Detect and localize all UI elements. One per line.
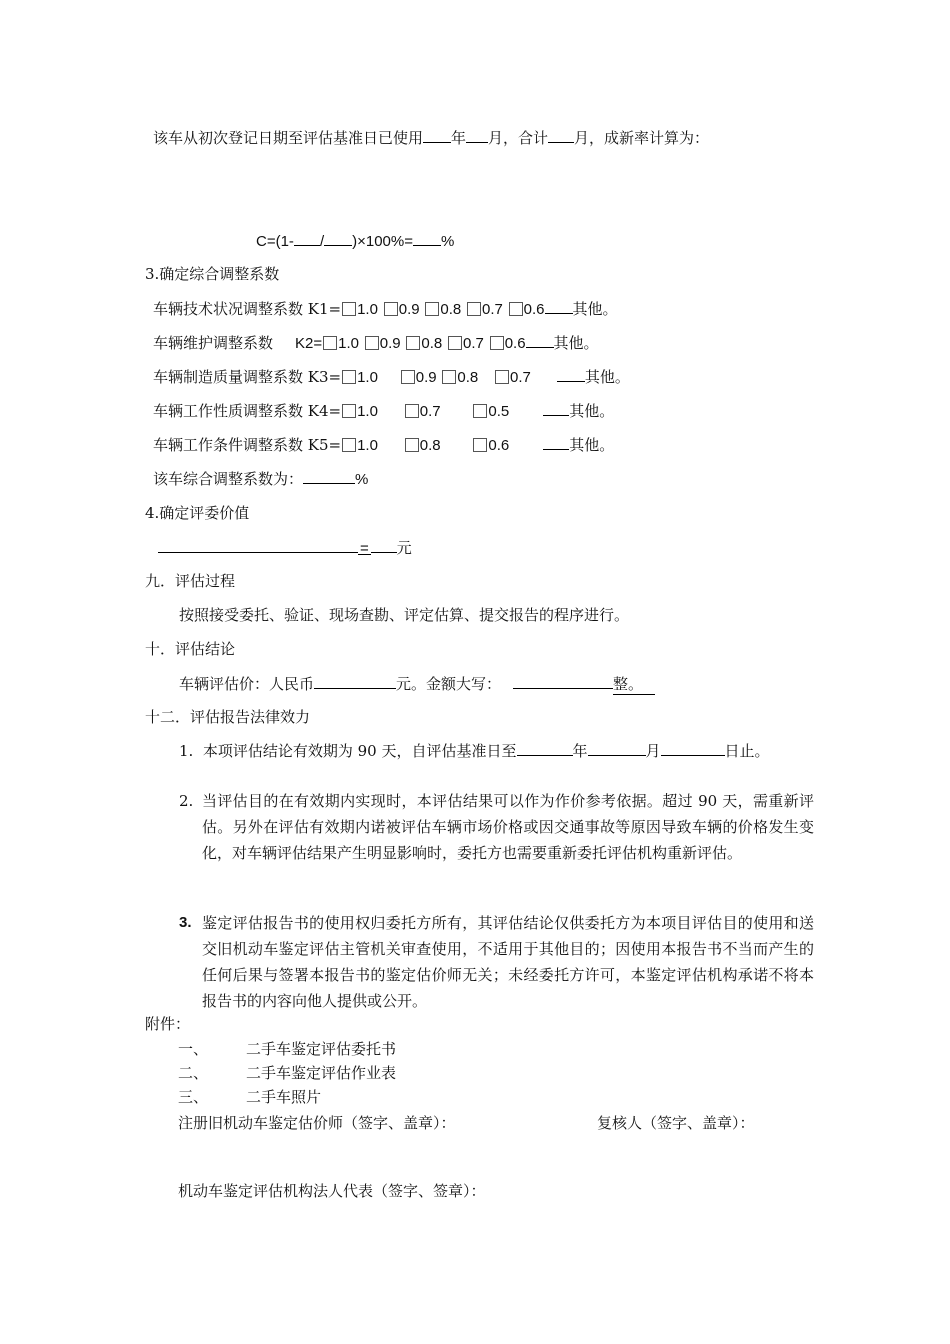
attachment-2-number: 二、 [178, 1064, 209, 1082]
section3-title: 3.确定综合调整系数 [145, 265, 280, 283]
formula-part-d: % [441, 233, 455, 250]
depreciation-formula [256, 230, 454, 252]
k3-label: 车辆制造质量调整系数 K3= [153, 368, 342, 386]
k2-checkbox-2[interactable] [365, 336, 379, 350]
valuation-expression-blank[interactable] [158, 537, 358, 553]
k5-checkbox-2[interactable] [405, 438, 419, 452]
formula-part-b: / [319, 233, 325, 250]
item3-text: 鉴定评估报告书的使用权归委托方所有，其评估结论仅供委托方为本项目评估目的使用和送交旧机动车鉴定评估主管机关审查使用，不适用于其他目的；因使用本报告书不当而产生的任何后果与签署本报告书的鉴定估价师无关；未经委托方许可，本鉴定评估机构承诺不将本报告书的内容向他人提供或公开。 [202, 914, 814, 1010]
k5-row [153, 434, 614, 456]
k3-option-4: 0.7 [510, 369, 531, 386]
attachment-2-text: 二手车鉴定评估作业表 [246, 1064, 397, 1082]
attachment-1-number: 一、 [178, 1040, 209, 1058]
k1-option-5: 0.6 [523, 301, 545, 318]
attachment-item-2 [178, 1063, 396, 1083]
valuation-row [158, 537, 412, 558]
item2-text: 当评估目的在有效期内实现时，本评估结果可以作为作价参考依据。超过 90 天，需重新评估。另外在评估有效期内诺被评估车辆市场价格或因交通事故等原因导致车辆的价格发生变化，对车辆评估结果产生明显影响时，委托方也需要重新委托评估机构重新评估。 [202, 792, 814, 862]
valuation-equals: = [360, 540, 369, 557]
k2-label: 车辆维护调整系数 [153, 334, 274, 352]
k3-checkbox-1[interactable] [342, 370, 356, 384]
item1-row [179, 740, 770, 761]
k2-option-3: 0.8 [421, 335, 443, 352]
attachment-item-3 [178, 1087, 321, 1107]
k1-checkbox-4[interactable] [467, 302, 481, 316]
k2-checkbox-1[interactable] [323, 336, 337, 350]
k5-checkbox-3[interactable] [473, 438, 487, 452]
k1-option-2: 0.9 [398, 301, 420, 318]
total-adjustment-row [153, 468, 368, 490]
k1-other-blank[interactable] [545, 298, 573, 314]
item3-number: 3. [179, 914, 192, 931]
formula-blank-3[interactable] [413, 230, 441, 246]
k4-label: 车辆工作性质调整系数 K4= [153, 402, 342, 420]
k3-checkbox-4[interactable] [495, 370, 509, 384]
validity-month-label: 月 [645, 742, 661, 760]
k4-option-2: 0.7 [419, 403, 441, 420]
attachment-1-text: 二手车鉴定评估委托书 [246, 1040, 397, 1058]
price-words-blank[interactable] [513, 673, 613, 689]
k4-checkbox-2[interactable] [405, 404, 419, 418]
k5-option-1: 1.0 [357, 437, 378, 454]
k2-checkbox-3[interactable] [406, 336, 420, 350]
usage-line [153, 127, 709, 148]
k3-checkbox-3[interactable] [442, 370, 456, 384]
k2-option-2: 0.9 [379, 335, 401, 352]
k4-row [153, 400, 614, 422]
k1-option-4: 0.7 [482, 301, 503, 318]
valuation-result-blank[interactable] [371, 537, 397, 553]
total-months-blank[interactable] [548, 127, 574, 143]
calc-label: 月，成新率计算为： [574, 129, 710, 147]
k5-label: 车辆工作条件调整系数 K5= [153, 436, 342, 454]
section10-title: 十．评估结论 [145, 640, 236, 658]
k3-option-1: 1.0 [357, 369, 378, 386]
k2-option-1: 1.0 [338, 335, 359, 352]
formula-part-c: )×100%= [352, 233, 413, 250]
price-label: 车辆评估价：人民币 [179, 675, 315, 693]
k2-checkbox-4[interactable] [448, 336, 462, 350]
k4-option-3: 0.5 [488, 403, 510, 420]
k5-checkbox-1[interactable] [342, 438, 356, 452]
validity-year-blank[interactable] [517, 740, 573, 756]
total-adjustment-blank[interactable] [303, 468, 355, 484]
k3-option-2: 0.9 [415, 369, 437, 386]
attachment-item-1 [178, 1039, 396, 1059]
legal-rep-signature-label: 机动车鉴定评估机构法人代表（签字、签章）： [178, 1182, 486, 1200]
k4-other-blank[interactable] [543, 400, 569, 416]
item2-number: 2. [179, 792, 194, 810]
price-words-label: 元。金额大写： [396, 675, 502, 693]
valuation-unit: 元 [396, 539, 412, 557]
item1-number: 1. [179, 742, 194, 760]
attachment-3-text: 二手车照片 [246, 1088, 322, 1106]
year-label: 年 [451, 129, 467, 147]
k4-other: 其他。 [569, 402, 615, 420]
price-amount-blank[interactable] [314, 673, 396, 689]
attachments-title: 附件： [145, 1015, 191, 1033]
validity-day-blank[interactable] [661, 740, 725, 756]
k1-other: 其他。 [572, 300, 618, 318]
k1-label: 车辆技术状况调整系数 K1= [153, 300, 342, 318]
k2-option-4: 0.7 [463, 335, 484, 352]
section12-title: 十二．评估报告法律效力 [145, 708, 311, 726]
k2-code: K2= [295, 335, 323, 352]
k2-option-5: 0.6 [504, 335, 526, 352]
validity-month-blank[interactable] [588, 740, 646, 756]
k4-checkbox-1[interactable] [342, 404, 356, 418]
k2-row [153, 332, 599, 354]
k5-option-2: 0.8 [419, 437, 441, 454]
k1-option-1: 1.0 [357, 301, 378, 318]
k3-other-blank[interactable] [557, 366, 585, 382]
k1-checkbox-5[interactable] [509, 302, 523, 316]
formula-blank-2[interactable] [324, 230, 352, 246]
section4-title: 4.确定评委价值 [145, 504, 250, 522]
attachment-3-number: 三、 [178, 1088, 209, 1106]
item1-text: 本项评估结论有效期为 90 天，自评估基准日至 [202, 742, 517, 760]
total-adjustment-unit: % [355, 471, 369, 488]
formula-part-a: C=(1- [256, 233, 294, 250]
k5-option-3: 0.6 [488, 437, 510, 454]
appraiser-signature-label: 注册旧机动车鉴定估价师（签字、盖章）： [178, 1114, 456, 1132]
k3-option-3: 0.8 [457, 369, 479, 386]
years-blank[interactable] [423, 127, 451, 143]
section9-title: 九．评估过程 [145, 572, 236, 590]
k2-checkbox-5[interactable] [490, 336, 504, 350]
k2-other: 其他。 [553, 334, 599, 352]
k5-other-blank[interactable] [543, 434, 569, 450]
k3-row [153, 366, 630, 388]
k1-option-3: 0.8 [440, 301, 462, 318]
k4-checkbox-3[interactable] [473, 404, 487, 418]
section9-body: 按照接受委托、验证、现场查勘、评定估算、提交报告的程序进行。 [179, 606, 630, 624]
total-adjustment-label: 该车综合调整系数为： [153, 470, 304, 488]
k5-other: 其他。 [569, 436, 615, 454]
validity-year-label: 年 [572, 742, 588, 760]
reviewer-signature-label: 复核人（签字、盖章）： [597, 1114, 755, 1132]
price-suffix: 整。 [613, 674, 655, 695]
k1-checkbox-2[interactable] [384, 302, 398, 316]
formula-blank-1[interactable] [294, 230, 320, 246]
section10-body [179, 673, 655, 695]
k3-checkbox-2[interactable] [401, 370, 415, 384]
k1-checkbox-3[interactable] [425, 302, 439, 316]
k1-checkbox-1[interactable] [342, 302, 356, 316]
usage-prefix: 该车从初次登记日期至评估基准日已使用 [153, 129, 424, 147]
k2-other-blank[interactable] [526, 332, 554, 348]
months-blank[interactable] [466, 127, 488, 143]
validity-day-label: 日止。 [724, 742, 770, 760]
k3-other: 其他。 [584, 368, 630, 386]
k1-row [153, 298, 618, 320]
month-label: 月，合计 [488, 129, 549, 147]
k4-option-1: 1.0 [357, 403, 378, 420]
